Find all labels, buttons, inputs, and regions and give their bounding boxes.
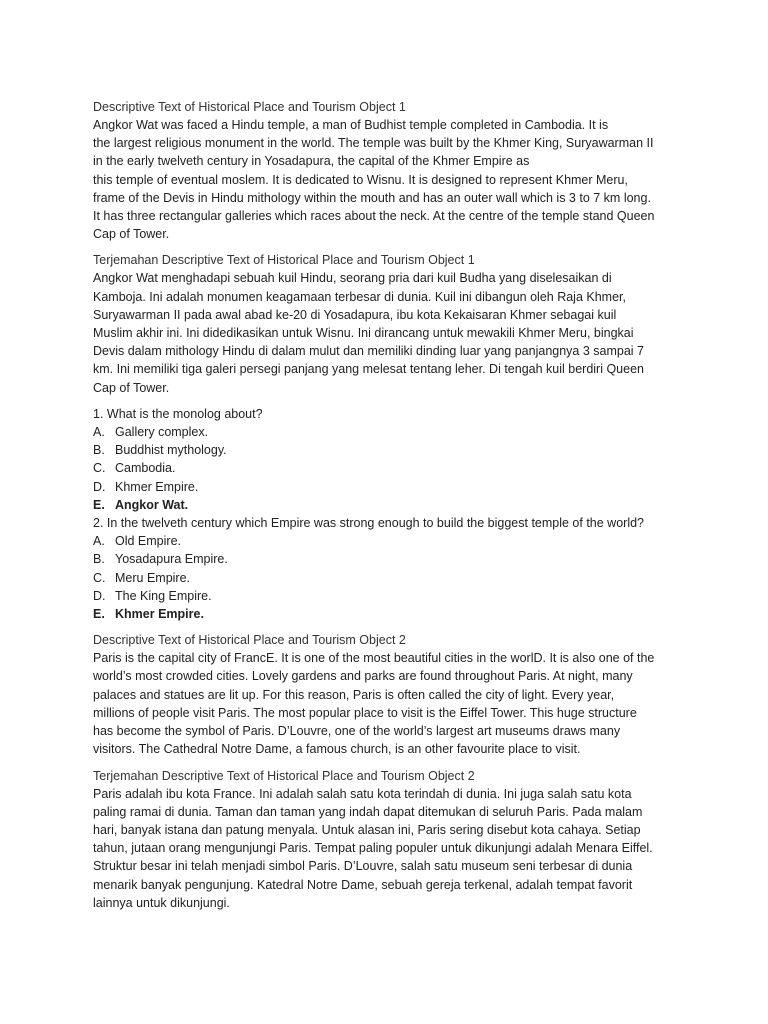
answer-option: B. Buddhist mythology.: [93, 443, 227, 458]
answer-option: A. Gallery complex.: [93, 425, 209, 440]
text-line: Devis dalam mithology Hindu di dalam mulut dan memiliki dinding luar yang panjangnya 3 sampai 7: [93, 344, 644, 359]
text-line: paling ramai di dunia. Taman dan taman yang indah dapat ditemukan di seluruh Paris. Pada malam: [93, 804, 643, 819]
answer-option: A. Old Empire.: [93, 534, 181, 549]
answer-option: B. Yosadapura Empire.: [93, 552, 228, 567]
text-line: the largest religious monument in the world. The temple was built by the Khmer King, Suryawarman II: [93, 136, 654, 151]
text-line: km. Ini memiliki tiga galeri persegi panjang yang melesat tentang leher. Di tengah kuil berdiri Queen: [93, 362, 644, 377]
text-line: Angkor Wat menghadapi sebuah kuil Hindu, seorang pria dari kuil Budha yang diselesaikan di: [93, 271, 612, 286]
section-2-translation: [93, 767, 708, 912]
question-text: 2. In the twelveth century which Empire was strong enough to build the biggest temple of the world?: [93, 516, 645, 531]
text-line: palaces and statues are lit up. For this reason, Paris is often called the city of light. Every year,: [93, 687, 615, 702]
text-line: world’s most crowded cities. Lovely gardens and parks are found throughout Paris. At night, many: [93, 669, 633, 684]
answer-option: D. Khmer Empire.: [93, 479, 199, 494]
text-line: Kamboja. Ini adalah monumen keagamaan terbesar di dunia. Kuil ini dibangun oleh Raja Khmer,: [93, 289, 626, 304]
text-line: Angkor Wat was faced a Hindu temple, a man of Budhist temple completed in Cambodia. It is: [93, 118, 609, 132]
text-line: millions of people visit Paris. The most popular place to visit is the Eiffel Tower. This huge structure: [93, 705, 637, 720]
section-title: Terjemahan Descriptive Text of Historical Place and Tourism Object 2: [93, 768, 475, 783]
text-line: in the early twelveth century in Yosadapura, the capital of the Khmer Empire as: [93, 154, 530, 169]
questions: [93, 405, 708, 623]
answer-option-correct: E. Khmer Empire.: [93, 607, 204, 622]
text-line: tahun, jutaan orang mengunjungi Paris. Tempat paling populer untuk dikunjungi adalah Menara Eiffel.: [93, 841, 653, 856]
question-text: 1. What is the monolog about?: [93, 406, 263, 421]
answer-option: D. The King Empire.: [93, 588, 212, 603]
text-line: It has three rectangular galleries which races about the neck. At the centre of the temple stand Queen: [93, 209, 655, 224]
text-line: visitors. The Cathedral Notre Dame, a famous church, is an other favourite place to visit.: [93, 742, 581, 757]
text-line: has become the symbol of Paris. D’Louvre, one of the world’s largest art museums draws many: [93, 724, 621, 739]
answer-option: C. Meru Empire.: [93, 570, 191, 585]
section-1-translation: [93, 251, 708, 396]
text-line: this temple of eventual moslem. It is dedicated to Wisnu. It is designed to represent Khmer Meru,: [93, 172, 628, 187]
text-line: menarik banyak pengunjung. Katedral Notre Dame, sebuah gereja terkenal, adalah tempat favorit: [93, 877, 633, 892]
text-line: Cap of Tower.: [93, 380, 170, 395]
text-line: Muslim akhir ini. Ini didedikasikan untuk Wisnu. Ini dirancang untuk mewakili Khmer Meru, bingkai: [93, 326, 634, 341]
text-line: Struktur besar ini telah menjadi simbol Paris. D’Louvre, salah satu museum seni terbesar di dunia: [93, 859, 633, 874]
text-line: Paris adalah ibu kota France. Ini adalah salah satu kota terindah di dunia. Ini juga salah satu kota: [93, 786, 632, 801]
text-line: Suryawarman II pada awal abad ke-20 di Yosadapura, ibu kota Kekaisaran Khmer sebagai kuil: [93, 307, 617, 322]
section-1: [93, 98, 708, 243]
section-title: Terjemahan Descriptive Text of Historical Place and Tourism Object 1: [93, 253, 475, 268]
text-line: hari, banyak istana dan patung menyala. Untuk alasan ini, Paris sering disebut kota cahaya. Setiap: [93, 822, 641, 837]
text-line: Paris is the capital city of FrancE. It is one of the most beautiful cities in the worlD. It is also one of the: [93, 651, 655, 666]
section-title: Descriptive Text of Historical Place and Tourism Object 1: [93, 100, 406, 114]
section-title: Descriptive Text of Historical Place and Tourism Object 2: [93, 633, 406, 648]
answer-option: C. Cambodia.: [93, 461, 176, 476]
text-line: frame of the Devis in Hindu mithology within the mouth and has an outer wall which is 3 to 7 km long.: [93, 190, 651, 205]
text-line: Cap of Tower.: [93, 227, 170, 242]
text-line: lainnya untuk dikunjungi.: [93, 895, 230, 910]
answer-option-correct: E. Angkor Wat.: [93, 497, 189, 512]
section-2: [93, 631, 708, 758]
